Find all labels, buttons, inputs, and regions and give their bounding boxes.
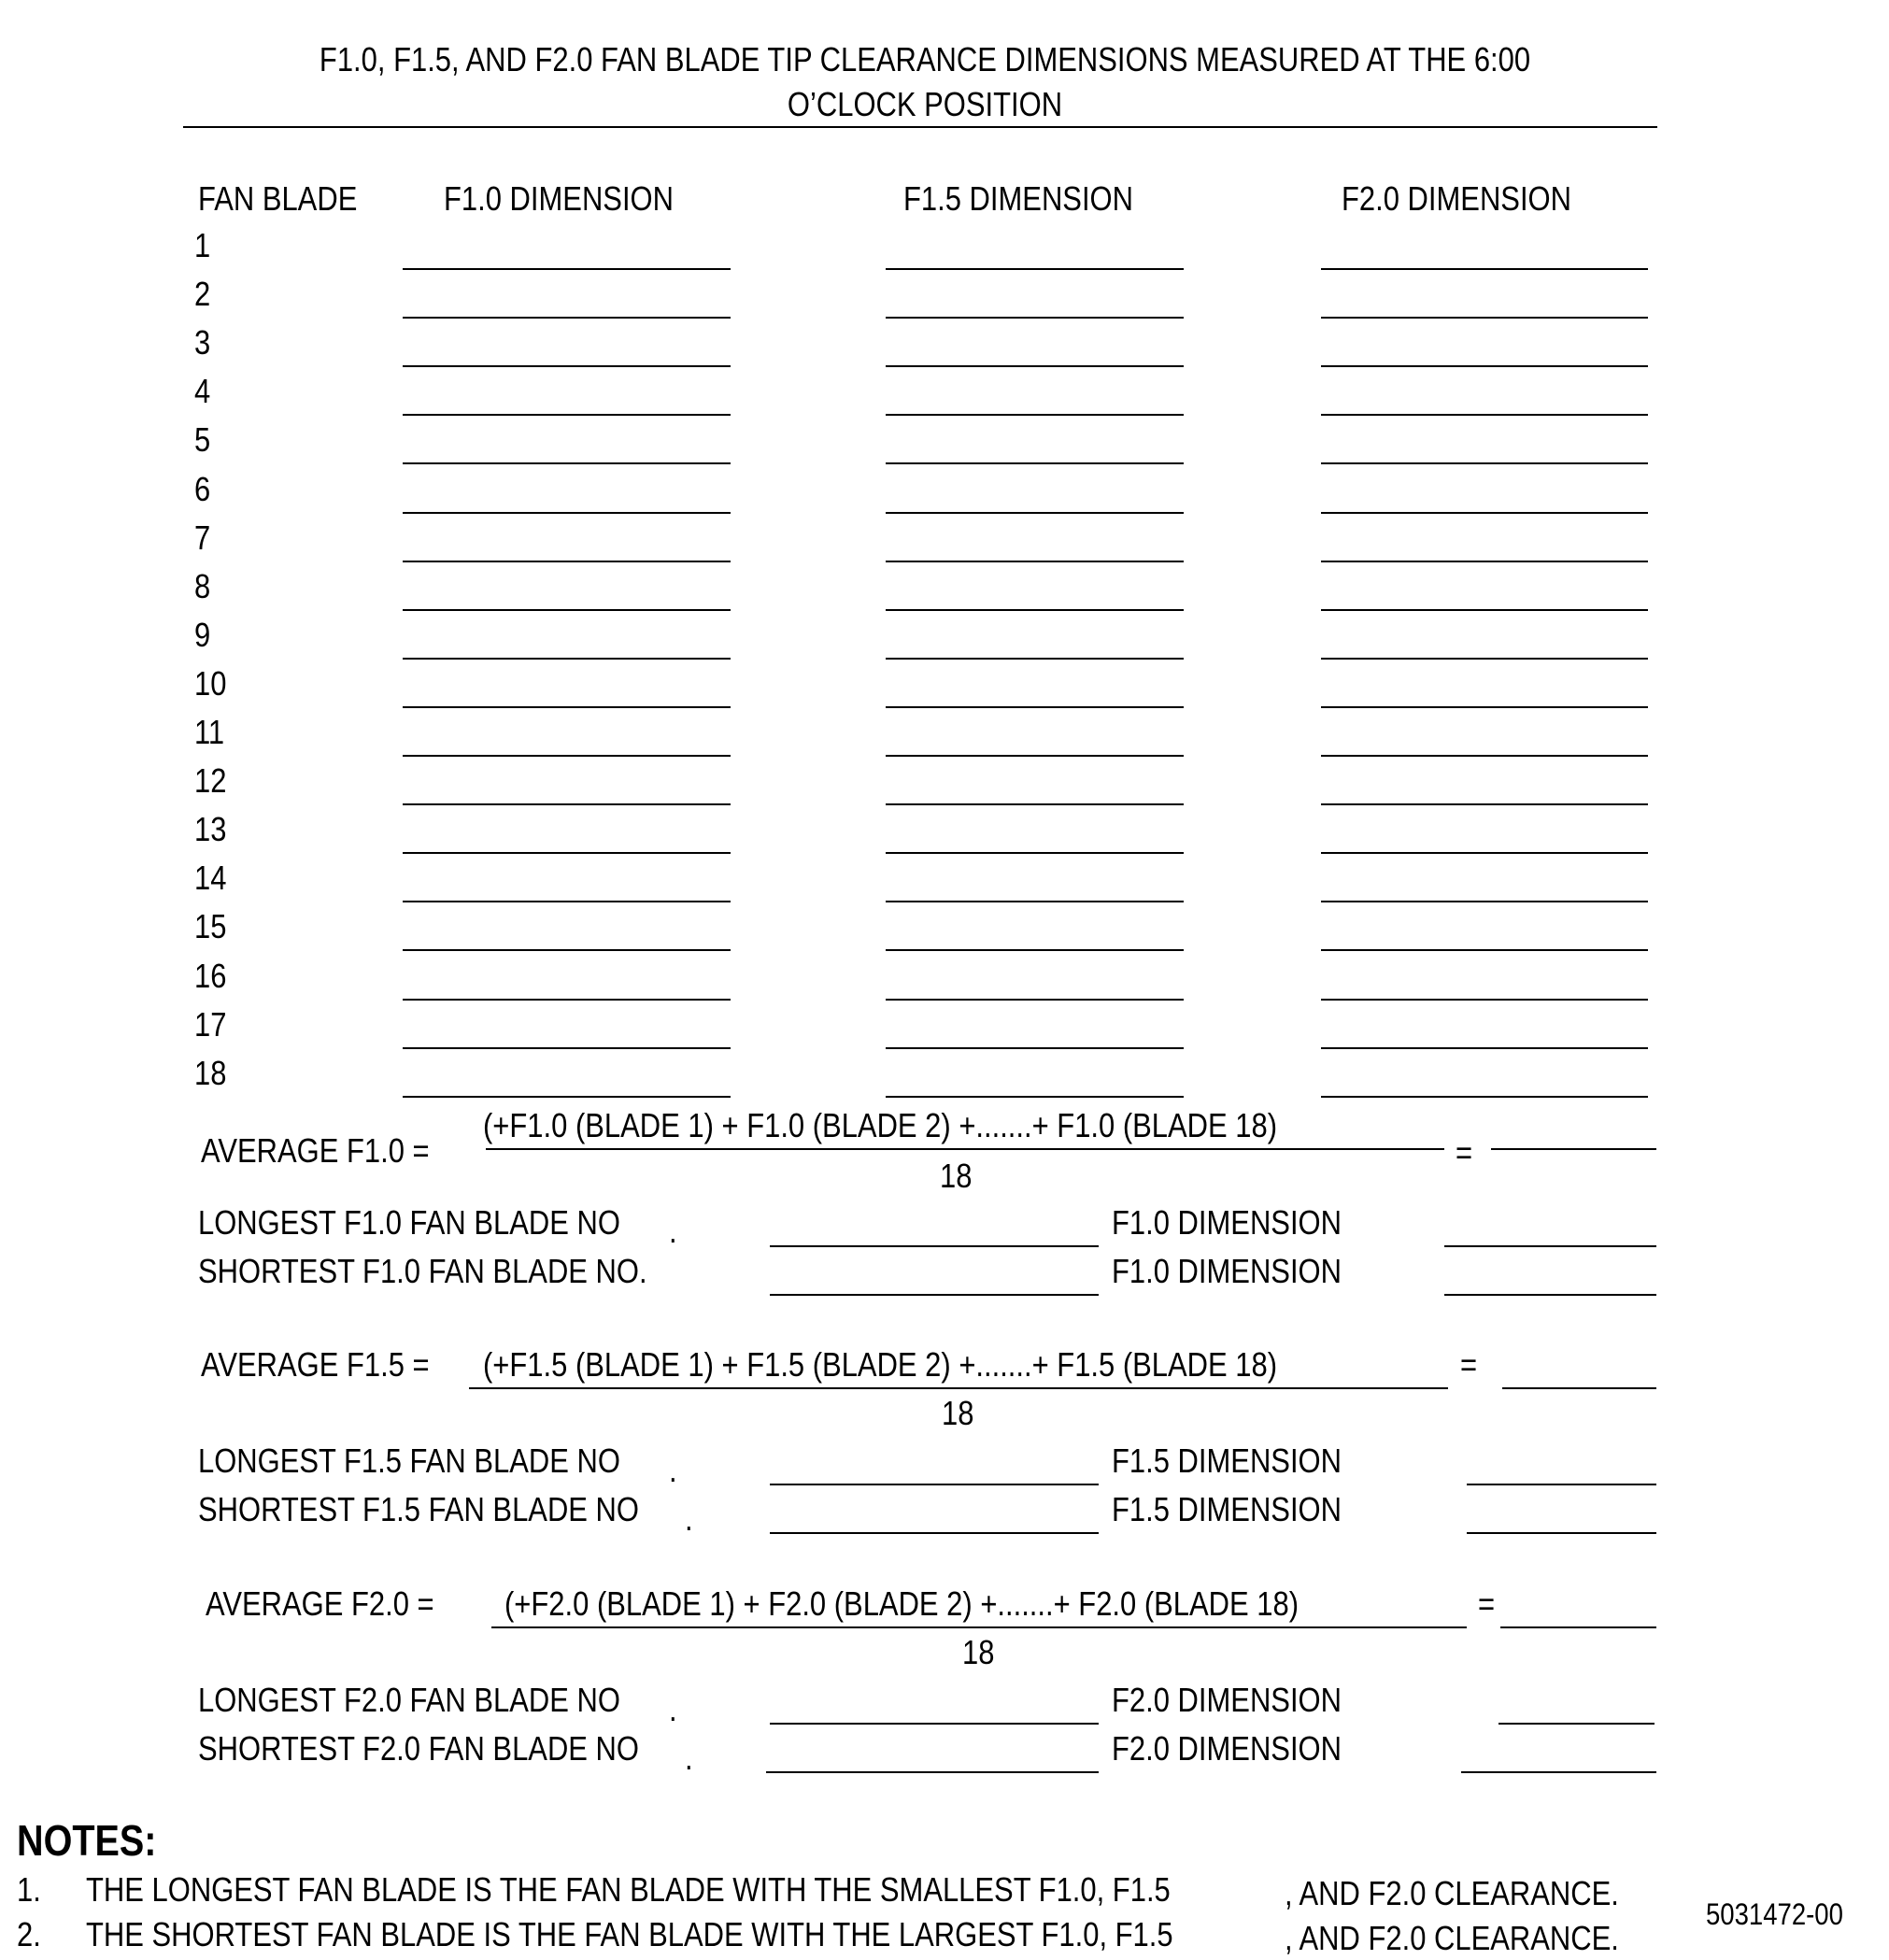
f15-dimension-field[interactable] (886, 512, 1184, 514)
f10-dimension-field[interactable] (403, 852, 731, 854)
f10-dimension-field[interactable] (403, 706, 731, 708)
longest-f20-label: LONGEST F2.0 FAN BLADE NO (198, 1681, 620, 1719)
f20-dimension-field[interactable] (1321, 901, 1648, 902)
fan-blade-number: 11 (194, 713, 225, 751)
f10-dimension-field[interactable] (403, 268, 731, 270)
fan-blade-number: 12 (194, 761, 227, 801)
f10-dimension-field[interactable] (403, 803, 731, 805)
f15-dimension-field[interactable] (886, 561, 1184, 562)
f15-dimension-field[interactable] (886, 462, 1184, 464)
f15-dimension-field[interactable] (886, 609, 1184, 611)
fan-blade-number: 9 (194, 615, 211, 654)
longest-f20-blade-field[interactable] (770, 1723, 1099, 1725)
longest-f10-label: LONGEST F1.0 FAN BLADE NO (198, 1203, 620, 1242)
fan-blade-number: 8 (194, 566, 211, 605)
note-1-text: THE LONGEST FAN BLADE IS THE FAN BLADE WITH THE SMALLEST F1.0, F1.5 (86, 1870, 1171, 1909)
f20-dimension-field[interactable] (1321, 1047, 1648, 1049)
fan-blade-number: 1 (194, 226, 211, 264)
f20-dimension-field[interactable] (1321, 414, 1648, 416)
header-f15-dimension: F1.5 DIMENSION (903, 179, 1134, 218)
note-2-tail: , AND F2.0 CLEARANCE. (1285, 1919, 1619, 1957)
f20-dimension-field[interactable] (1321, 462, 1648, 464)
shortest-f20-dim-label: F2.0 DIMENSION (1112, 1729, 1342, 1768)
longest-f20-dim-field[interactable] (1498, 1723, 1655, 1725)
f20-dimension-field[interactable] (1321, 365, 1648, 367)
avg-f15-denominator: 18 (942, 1394, 974, 1432)
f10-dimension-field[interactable] (403, 901, 731, 902)
avg-f10-fraction-bar (486, 1148, 1444, 1150)
f15-dimension-field[interactable] (886, 1047, 1184, 1049)
fan-blade-number: 13 (194, 810, 227, 849)
f20-dimension-field[interactable] (1321, 268, 1648, 270)
f20-dimension-field[interactable] (1321, 561, 1648, 562)
longest-f15-dim-label: F1.5 DIMENSION (1112, 1442, 1342, 1480)
note-2-number: 2. (17, 1915, 41, 1953)
f10-dimension-field[interactable] (403, 414, 731, 416)
f20-dimension-field[interactable] (1321, 949, 1648, 951)
f10-dimension-field[interactable] (403, 609, 731, 611)
fan-blade-number: 5 (194, 420, 211, 460)
avg-f10-result-field[interactable] (1491, 1148, 1656, 1150)
f20-dimension-field[interactable] (1321, 999, 1648, 1001)
f10-dimension-field[interactable] (403, 365, 731, 367)
avg-f15-numerator: (+F1.5 (BLADE 1) + F1.5 (BLADE 2) +.......+ F1.5 (BLADE 18) (483, 1345, 1278, 1384)
f15-dimension-field[interactable] (886, 268, 1184, 270)
f15-dimension-field[interactable] (886, 658, 1184, 660)
avg-f20-result-field[interactable] (1500, 1626, 1656, 1628)
f15-dimension-field[interactable] (886, 365, 1184, 367)
longest-f10-blade-field[interactable] (770, 1245, 1099, 1247)
shortest-f15-period: . (685, 1499, 693, 1538)
f10-dimension-field[interactable] (403, 317, 731, 319)
avg-f20-denominator: 18 (962, 1633, 995, 1671)
f20-dimension-field[interactable] (1321, 609, 1648, 611)
f10-dimension-field[interactable] (403, 512, 731, 514)
longest-f10-dim-label: F1.0 DIMENSION (1112, 1203, 1342, 1242)
shortest-f15-label: SHORTEST F1.5 FAN BLADE NO (198, 1490, 639, 1528)
f15-dimension-field[interactable] (886, 317, 1184, 319)
f10-dimension-field[interactable] (403, 999, 731, 1001)
shortest-f20-label: SHORTEST F2.0 FAN BLADE NO (198, 1729, 639, 1768)
longest-f20-period: . (669, 1690, 677, 1728)
header-fan-blade: FAN BLADE (198, 179, 358, 218)
fan-blade-number: 18 (194, 1053, 227, 1092)
f10-dimension-field[interactable] (403, 462, 731, 464)
shortest-f10-dim-label: F1.0 DIMENSION (1112, 1252, 1342, 1290)
fan-blade-number: 17 (194, 1004, 227, 1044)
f15-dimension-field[interactable] (886, 803, 1184, 805)
shortest-f20-blade-field[interactable] (766, 1771, 1099, 1773)
shortest-f20-period: . (685, 1739, 693, 1777)
f10-dimension-field[interactable] (403, 755, 731, 757)
f10-dimension-field[interactable] (403, 1096, 731, 1098)
avg-f10-equals: = (1456, 1133, 1473, 1172)
header-f20-dimension: F2.0 DIMENSION (1342, 179, 1572, 218)
note-2-text: THE SHORTEST FAN BLADE IS THE FAN BLADE WITH THE LARGEST F1.0, F1.5 (86, 1915, 1173, 1953)
avg-f10-numerator: (+F1.0 (BLADE 1) + F1.0 (BLADE 2) +.......+ F1.0 (BLADE 18) (483, 1106, 1278, 1144)
f15-dimension-field[interactable] (886, 706, 1184, 708)
longest-f15-period: . (669, 1451, 677, 1489)
f20-dimension-field[interactable] (1321, 1096, 1648, 1098)
shortest-f10-label: SHORTEST F1.0 FAN BLADE NO. (198, 1252, 647, 1290)
f10-dimension-field[interactable] (403, 1047, 731, 1049)
fan-blade-number: 7 (194, 518, 211, 557)
f15-dimension-field[interactable] (886, 901, 1184, 902)
f10-dimension-field[interactable] (403, 949, 731, 951)
avg-f15-result-field[interactable] (1502, 1387, 1656, 1389)
f20-dimension-field[interactable] (1321, 852, 1648, 854)
longest-f15-blade-field[interactable] (770, 1484, 1099, 1485)
fan-blade-number: 15 (194, 907, 227, 946)
shortest-f15-blade-field[interactable] (770, 1532, 1099, 1534)
f10-dimension-field[interactable] (403, 561, 731, 562)
fan-blade-number: 2 (194, 275, 211, 314)
avg-f20-fraction-bar (491, 1626, 1467, 1628)
avg-f15-fraction-bar (469, 1387, 1448, 1389)
f10-dimension-field[interactable] (403, 658, 731, 660)
f15-dimension-field[interactable] (886, 1096, 1184, 1098)
avg-f10-label: AVERAGE F1.0 = (201, 1131, 430, 1170)
title-rule (183, 126, 1657, 128)
f20-dimension-field[interactable] (1321, 512, 1648, 514)
notes-heading: NOTES: (17, 1816, 157, 1865)
longest-f10-period: . (669, 1212, 677, 1250)
figure-code: 5031472-00 (1706, 1897, 1843, 1931)
f15-dimension-field[interactable] (886, 755, 1184, 757)
title-line-1: F1.0, F1.5, AND F2.0 FAN BLADE TIP CLEARANCE DIMENSIONS MEASURED AT THE 6:00 (319, 40, 1531, 78)
longest-f15-label: LONGEST F1.5 FAN BLADE NO (198, 1442, 620, 1480)
shortest-f10-blade-field[interactable] (770, 1294, 1099, 1296)
f20-dimension-field[interactable] (1321, 755, 1648, 757)
avg-f20-numerator: (+F2.0 (BLADE 1) + F2.0 (BLADE 2) +.......+ F2.0 (BLADE 18) (504, 1584, 1300, 1623)
avg-f20-equals: = (1478, 1584, 1496, 1623)
fan-blade-number: 4 (194, 372, 211, 411)
note-1-tail: , AND F2.0 CLEARANCE. (1285, 1874, 1619, 1912)
f15-dimension-field[interactable] (886, 414, 1184, 416)
f20-dimension-field[interactable] (1321, 317, 1648, 319)
shortest-f15-dim-field[interactable] (1467, 1532, 1656, 1534)
fan-blade-number: 10 (194, 663, 227, 703)
title-line-2: O’CLOCK POSITION (787, 85, 1063, 123)
shortest-f10-dim-field[interactable] (1444, 1294, 1656, 1296)
longest-f10-dim-field[interactable] (1444, 1245, 1656, 1247)
fan-blade-number: 3 (194, 323, 211, 362)
header-f10-dimension: F1.0 DIMENSION (444, 179, 675, 218)
fan-blade-number: 6 (194, 469, 211, 508)
avg-f10-denominator: 18 (940, 1157, 973, 1195)
fan-blade-number: 14 (194, 859, 227, 898)
f20-dimension-field[interactable] (1321, 658, 1648, 660)
longest-f20-dim-label: F2.0 DIMENSION (1112, 1681, 1342, 1719)
f15-dimension-field[interactable] (886, 999, 1184, 1001)
shortest-f20-dim-field[interactable] (1461, 1771, 1656, 1773)
f15-dimension-field[interactable] (886, 852, 1184, 854)
longest-f15-dim-field[interactable] (1467, 1484, 1656, 1485)
f20-dimension-field[interactable] (1321, 706, 1648, 708)
avg-f20-label: AVERAGE F2.0 = (206, 1584, 434, 1623)
avg-f15-equals: = (1460, 1345, 1478, 1384)
f15-dimension-field[interactable] (886, 949, 1184, 951)
fan-blade-number: 16 (194, 956, 227, 995)
shortest-f15-dim-label: F1.5 DIMENSION (1112, 1490, 1342, 1528)
note-1-number: 1. (17, 1870, 41, 1909)
avg-f15-label: AVERAGE F1.5 = (201, 1345, 430, 1384)
f20-dimension-field[interactable] (1321, 803, 1648, 805)
